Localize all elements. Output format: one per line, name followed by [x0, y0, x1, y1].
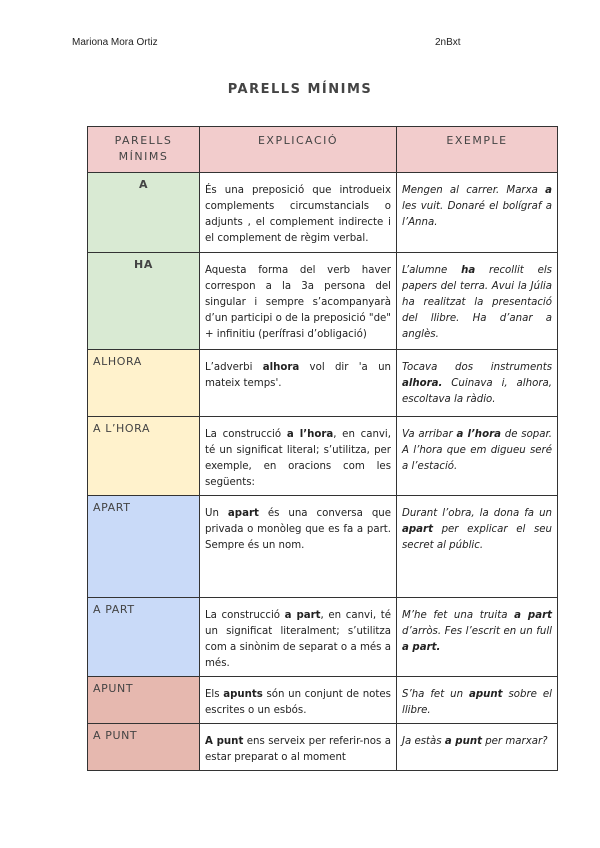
- column-header-example: EXEMPLE: [397, 127, 558, 173]
- highlighted-term: a l’hora: [286, 429, 334, 440]
- minimal-pairs-table: [87, 126, 558, 771]
- highlighted-term: alhora.: [402, 378, 443, 389]
- explanation-cell: [200, 173, 397, 253]
- text-segment: Mengen al carrer. Marxa: [402, 185, 546, 196]
- text-segment: ens serveix per referir-nos a estar preparat o al moment: [205, 736, 391, 763]
- header-author: Mariona Mora Ortiz: [72, 37, 158, 48]
- text-segment: d’arròs. Fes l’escrit en un full: [402, 626, 552, 637]
- text-segment: Tocava dos instruments: [402, 362, 552, 373]
- text-segment: Durant l’obra, la dona fa un: [402, 508, 552, 519]
- term-cell: A PUNT: [88, 724, 200, 771]
- example-cell: [397, 417, 558, 496]
- explanation-cell: [200, 724, 397, 771]
- header-class: 2nBxt: [435, 37, 461, 48]
- table-row: [88, 496, 558, 598]
- page-title: PARELLS MÍNIMS: [227, 82, 373, 97]
- table-row: [88, 677, 558, 724]
- highlighted-term: apart: [402, 524, 433, 535]
- table-row: [88, 598, 558, 677]
- text-segment: Va arribar: [402, 429, 457, 440]
- text-segment: vol dir 'a un mateix temps'.: [205, 362, 391, 389]
- highlighted-term: a l’hora: [456, 429, 501, 440]
- text-segment: L’adverbi: [205, 362, 263, 373]
- table-header-row: [88, 127, 558, 173]
- explanation-cell: [200, 350, 397, 417]
- term-cell: APART: [88, 496, 200, 598]
- highlighted-term: A punt: [205, 736, 244, 747]
- text-segment: per marxar?: [481, 736, 548, 747]
- text-segment: sobre el llibre.: [402, 689, 552, 716]
- explanation-cell: [200, 417, 397, 496]
- text-segment: Els: [205, 689, 224, 700]
- column-header-term: PARELLS MÍNIMS: [88, 127, 200, 173]
- table-row: [88, 253, 558, 350]
- term-cell: A: [88, 173, 200, 253]
- text-segment: És una preposició que introdueix complements circumstancials o adjunts , el complement indirecte i el complement de règim verbal.: [205, 185, 391, 244]
- example-cell: [397, 724, 558, 771]
- table-row: [88, 724, 558, 771]
- term-cell: APUNT: [88, 677, 200, 724]
- highlighted-term: a punt: [444, 736, 482, 747]
- term-cell: A PART: [88, 598, 200, 677]
- highlighted-term: apunts: [223, 689, 263, 700]
- example-cell: [397, 350, 558, 417]
- table-row: [88, 173, 558, 253]
- term-cell: HA: [88, 253, 200, 350]
- text-segment: L’alumne: [402, 265, 462, 276]
- text-segment: recollit els papers del terra. Avui la Júlia ha realitzat la presentació del llibre. Ha d’anar a anglès.: [402, 265, 552, 340]
- text-segment: La construcció: [205, 610, 285, 621]
- example-cell: [397, 496, 558, 598]
- text-segment: , en canvi, té un significat literal; s’utilitza, per exemple, en oracions com les següents:: [205, 429, 391, 488]
- highlighted-term: a part: [284, 610, 321, 621]
- text-segment: és una conversa que privada o monòleg que es fa a part. Sempre és un nom.: [205, 508, 392, 551]
- text-segment: Aquesta forma del verb haver correspon a la 3a persona del singular i sempre s’acompanyarà d’un participi o de la preposició "de" + infinitiu (perífrasi d’obligació): [205, 265, 391, 340]
- text-segment: són un conjunt de notes escrites o un esbós.: [205, 689, 391, 716]
- text-segment: Cuinava i, alhora, escoltava la ràdio.: [402, 378, 552, 405]
- highlighted-term: a: [545, 185, 552, 196]
- text-segment: S’ha fet un: [402, 689, 469, 700]
- text-segment: Ja estàs: [402, 736, 445, 747]
- explanation-cell: [200, 598, 397, 677]
- text-segment: M’he fet una truita: [402, 610, 515, 621]
- example-cell: [397, 677, 558, 724]
- highlighted-term: a part.: [402, 642, 441, 653]
- column-header-explanation: EXPLICACIÓ: [200, 127, 397, 173]
- explanation-cell: [200, 253, 397, 350]
- table-row: [88, 417, 558, 496]
- highlighted-term: apunt: [469, 689, 503, 700]
- highlighted-term: ha: [461, 265, 476, 276]
- text-segment: Un: [205, 508, 228, 519]
- highlighted-term: a part: [514, 610, 552, 621]
- highlighted-term: alhora: [262, 362, 300, 373]
- term-cell: ALHORA: [88, 350, 200, 417]
- highlighted-term: apart: [227, 508, 259, 519]
- text-segment: La construcció: [205, 429, 287, 440]
- text-segment: de sopar. A l’hora que em digueu seré a l’estació.: [402, 429, 553, 472]
- example-cell: [397, 173, 558, 253]
- text-segment: , en canvi, té un significat literalment; s’utilitza com a sinònim de separat o a més a més.: [205, 610, 392, 669]
- table-row: [88, 350, 558, 417]
- example-cell: [397, 253, 558, 350]
- explanation-cell: [200, 677, 397, 724]
- term-cell: A L’HORA: [88, 417, 200, 496]
- example-cell: [397, 598, 558, 677]
- text-segment: les vuit. Donaré el bolígraf a l’Anna.: [402, 201, 552, 228]
- text-segment: per explicar el seu secret al públic.: [402, 524, 552, 551]
- explanation-cell: [200, 496, 397, 598]
